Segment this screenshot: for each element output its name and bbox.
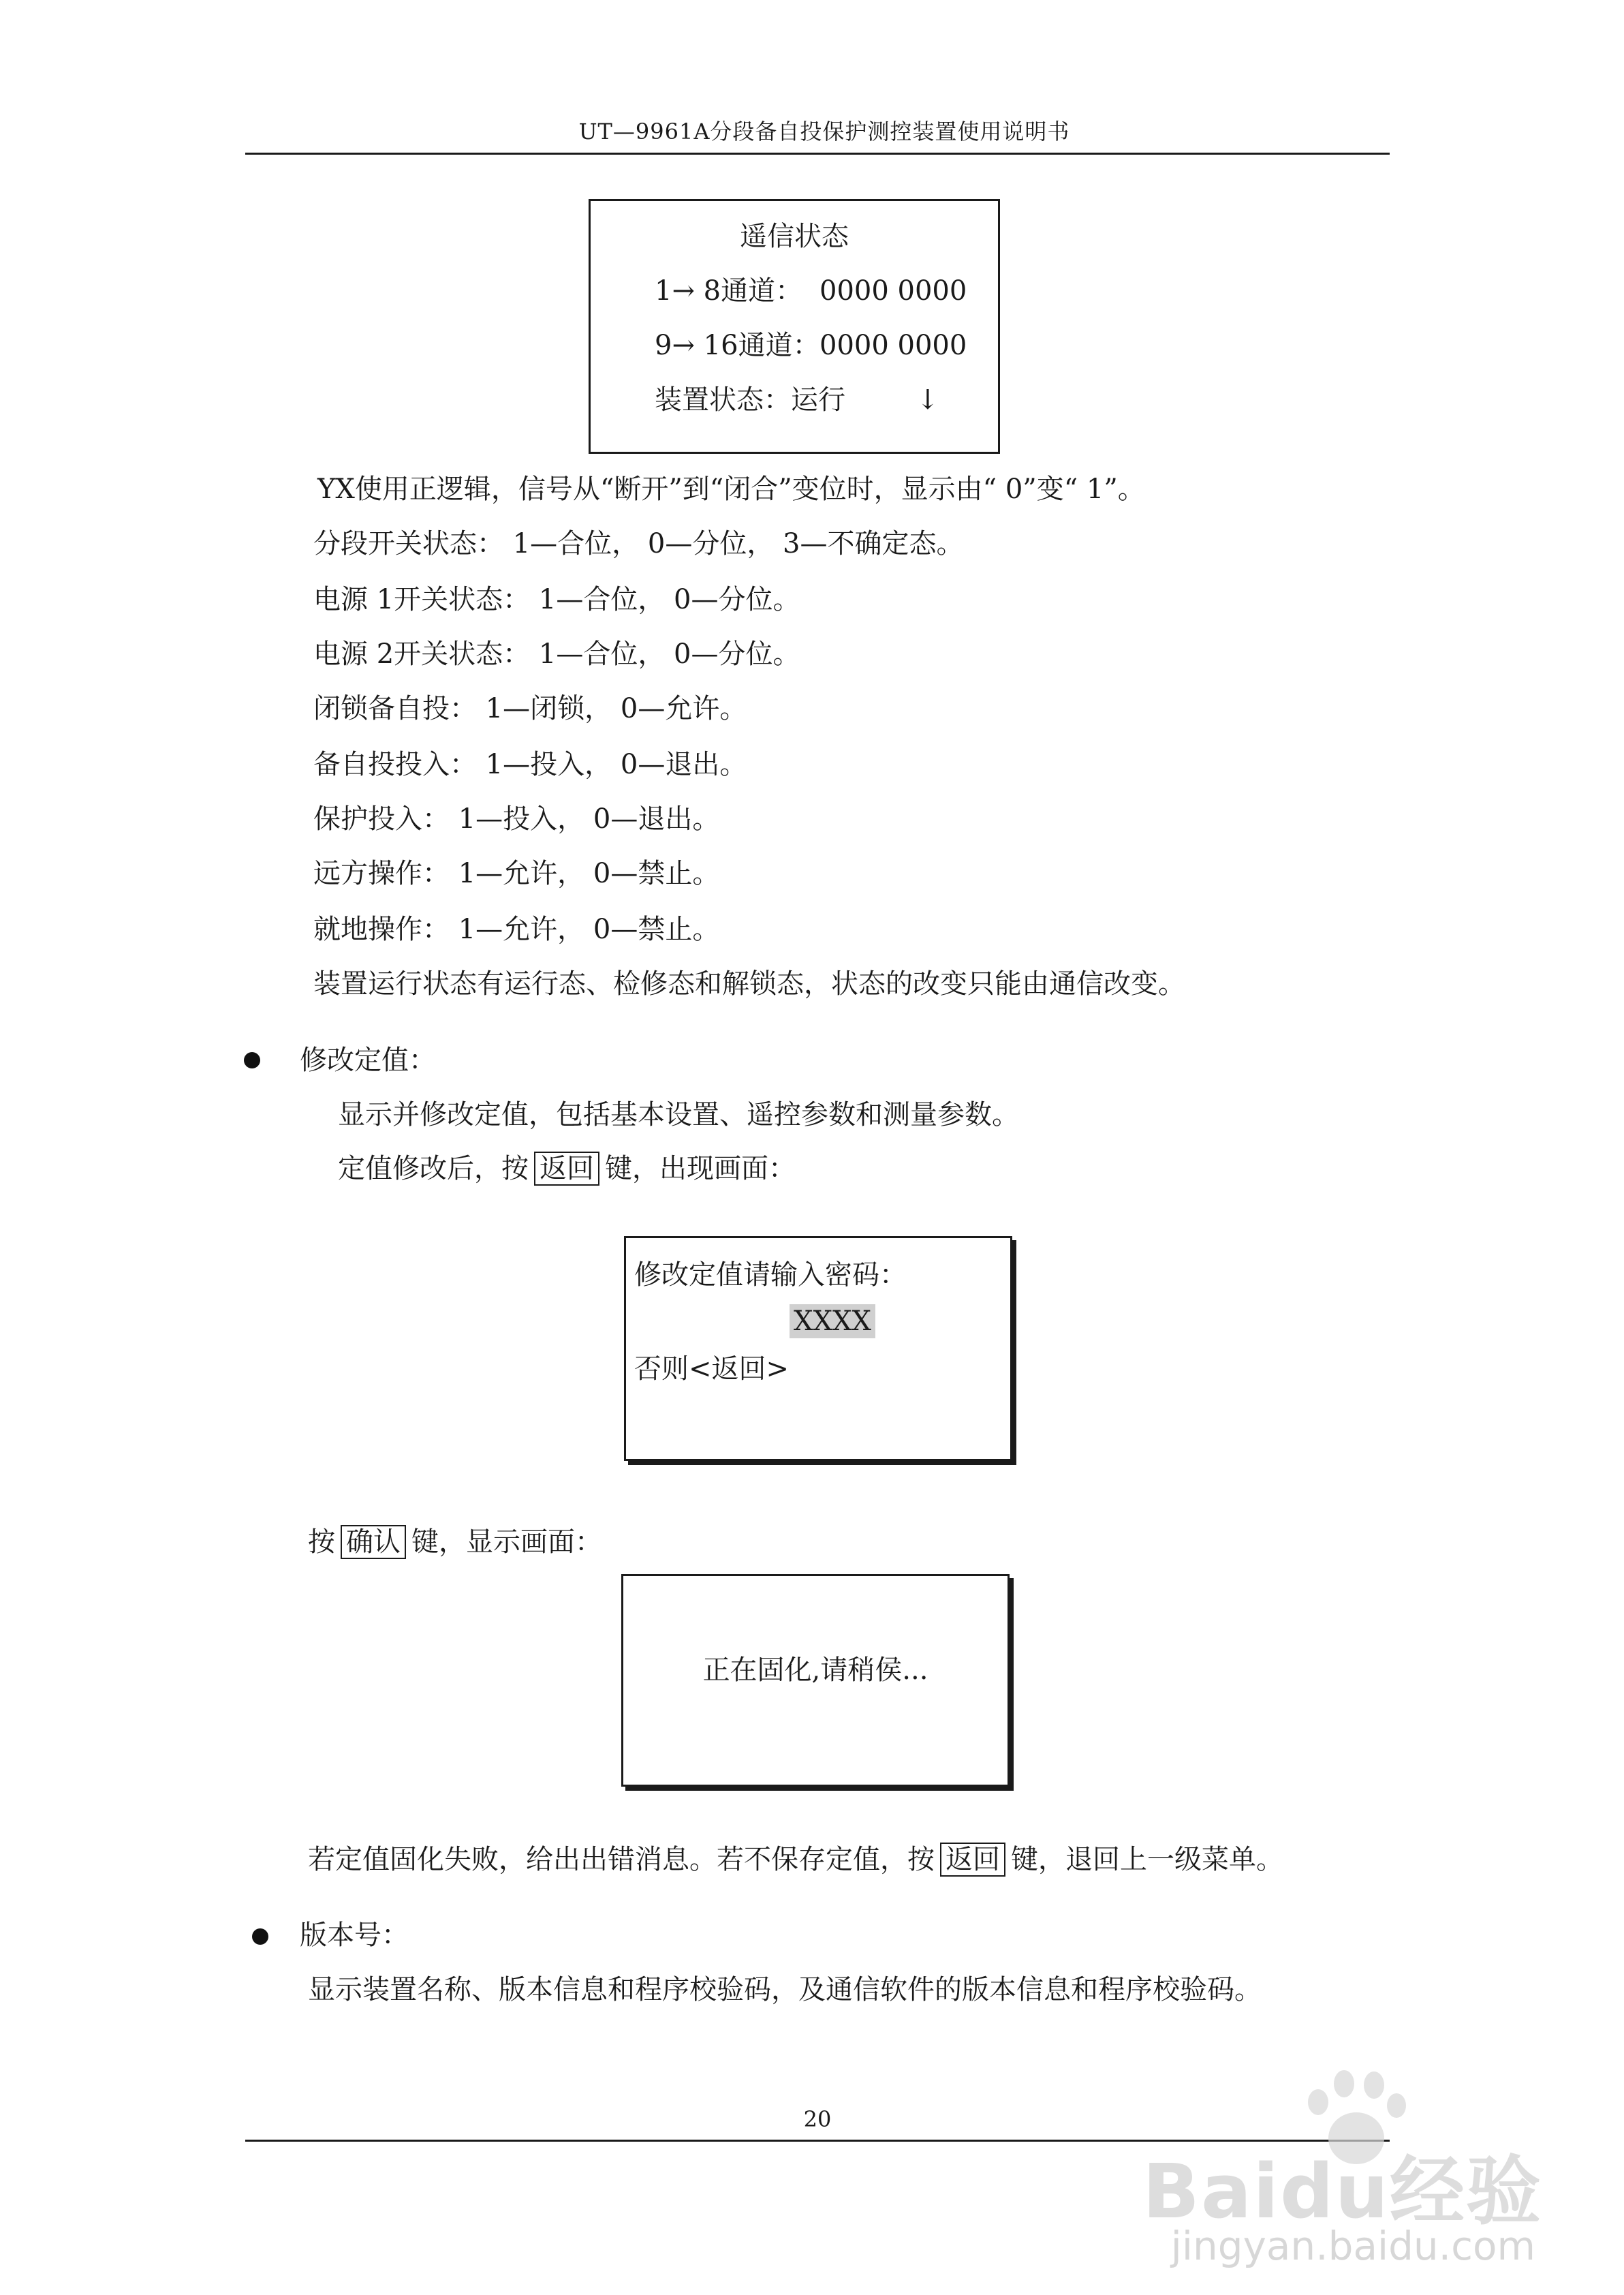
password-escape-hint: 否则<返回> (634, 1353, 790, 1385)
down-arrow-icon: ↓ (916, 384, 939, 416)
section-version-desc: 显示装置名称、版本信息和程序校验码，及通信软件的版本信息和程序校验码。 (308, 1974, 1262, 2005)
confirm-instruction-prefix: 按 (308, 1526, 335, 1558)
modify-instruction (338, 1152, 796, 1186)
confirm-instruction (308, 1525, 602, 1559)
fail-note (308, 1843, 1283, 1877)
yx-note-7: 远方操作： 1—允许， 0—禁止。 (313, 858, 720, 889)
fail-note-suffix: 键，退回上一级菜单。 (1011, 1844, 1283, 1875)
confirm-instruction-suffix: 键，显示画面： (411, 1526, 602, 1558)
yx-note-9: 装置运行状态有运行态、检修态和解锁态，状态的改变只能由通信改变。 (313, 968, 1185, 1000)
yx-row2-label: 9→ 16通道： (655, 330, 820, 361)
page-number: 20 (803, 2106, 832, 2132)
fail-note-prefix: 若定值固化失败，给出出错消息。若不保存定值，按 (308, 1844, 935, 1875)
yx-screen-title: 遥信状态 (740, 221, 849, 252)
password-code: XXXX (790, 1304, 875, 1338)
section-version-heading: 版本号： (300, 1920, 409, 1951)
yx-note-8: 就地操作： 1—允许， 0—禁止。 (313, 914, 720, 945)
watermark-brand: Baidu经验 (1142, 2148, 1542, 2235)
yx-note-5: 备自投投入： 1—投入， 0—退出。 (313, 749, 747, 780)
bullet-icon (244, 1052, 260, 1068)
yx-row1-value: 0000 0000 (819, 275, 967, 307)
header-rule (245, 153, 1390, 155)
yx-note-1: 分段开关状态： 1—合位， 0—分位， 3—不确定态。 (313, 528, 964, 559)
yx-status-screen (589, 199, 1000, 454)
modify-instruction-prefix: 定值修改后，按 (338, 1153, 529, 1184)
yx-note-2: 电源 1开关状态： 1—合位， 0—分位。 (313, 584, 800, 615)
yx-row2-value: 0000 0000 (819, 330, 967, 361)
back-key-label-2: 返回 (940, 1843, 1005, 1877)
password-screen (624, 1236, 1012, 1461)
yx-row1-label: 1→ 8通道： (655, 275, 803, 307)
yx-row3-label: 装置状态：运行 (655, 384, 845, 416)
section-modify-heading: 修改定值： (300, 1045, 436, 1076)
back-key-label: 返回 (534, 1152, 599, 1186)
section-modify-desc: 显示并修改定值，包括基本设置、遥控参数和测量参数。 (338, 1099, 1019, 1130)
password-code-field (790, 1308, 875, 1335)
yx-note-0: YX使用正逻辑，信号从“断开”到“闭合”变位时，显示由“ 0”变“ 1”。 (317, 474, 1145, 505)
confirm-key-label: 确认 (341, 1525, 406, 1559)
bullet-icon (252, 1928, 268, 1945)
yx-note-6: 保护投入： 1—投入， 0—退出。 (313, 803, 720, 835)
password-prompt: 修改定值请输入密码： (634, 1259, 907, 1291)
yx-note-3: 电源 2开关状态： 1—合位， 0—分位。 (313, 638, 800, 670)
saving-screen (621, 1574, 1010, 1787)
document-header-title: UT—9961A分段备自投保护测控装置使用说明书 (578, 119, 1070, 144)
saving-message: 正在固化,请稍侯... (702, 1654, 928, 1686)
watermark-url: jingyan.baidu.com (1170, 2223, 1535, 2269)
yx-note-4: 闭锁备自投： 1—闭锁， 0—允许。 (313, 693, 747, 724)
modify-instruction-suffix: 键，出现画面： (605, 1153, 796, 1184)
